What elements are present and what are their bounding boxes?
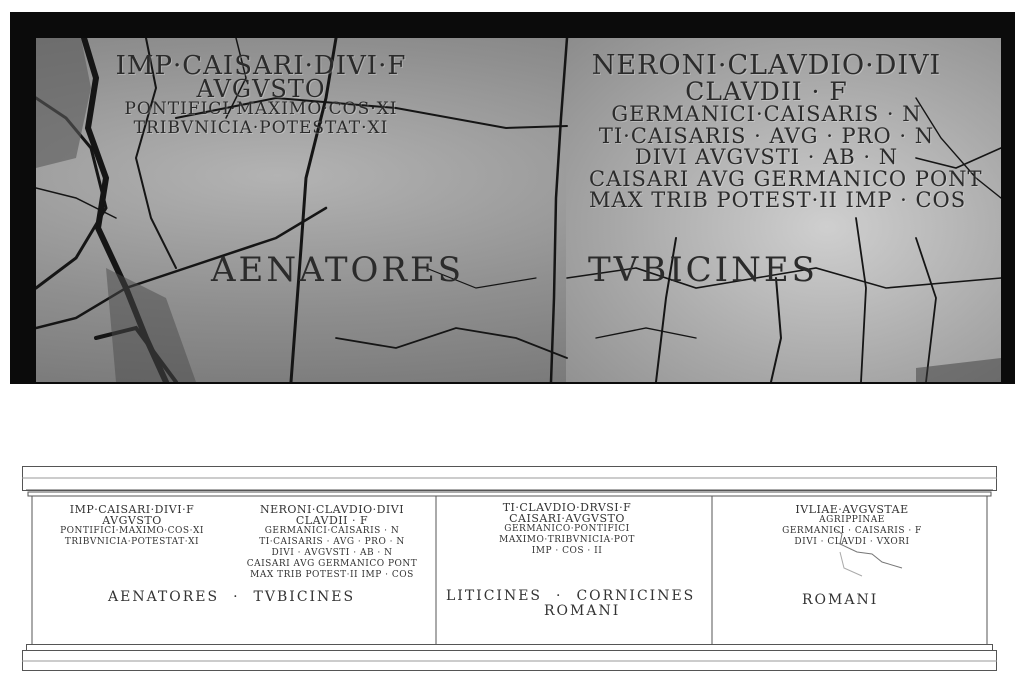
inscription-left [111,51,411,138]
panel2-cornicines: CORNICINES [576,588,696,604]
panel1-inscription-left [42,504,222,548]
panel1-right-line: GERMANICI·CAISARIS · N [264,526,400,536]
panel2-line: IMP · COS · II [531,546,603,556]
inscription-right-line: DIVI AVGVSTI · AB · N [634,145,899,169]
panel1-right-line: CAISARI AVG GERMANICO PONT [246,559,418,569]
panel1-left-line: TRIBVNICIA·POTESTAT·XI [64,537,200,547]
panel1-left-line: IMP·CAISARI·DIVI·F [69,503,195,516]
panel2-liticines: LITICINES [446,588,542,604]
panel1-right-line: MAX TRIB POTEST·II IMP · COS [250,570,414,580]
inscription-right-line: GERMANICI·CAISARIS · N [611,102,922,126]
panel1-left-line: PONTIFICI·MAXIMO·COS·XI [60,526,204,536]
panel1-right-line: DIVI · AVGVSTI · AB · N [271,548,393,558]
panel1-aenatores: AENATORES [108,589,220,605]
panel2-line: CAISARI·AVGVSTO [509,512,625,525]
inscription-left-line: TRIBVNICIA·POTESTAT·XI [133,118,389,138]
panel1-right-line: CLAVDII · F [295,514,369,527]
panel1-separator: · [233,589,240,605]
panel3-romani: ROMANI [802,592,879,608]
panel3-line: IVLIAE·AVGVSTAE [795,503,909,516]
panel1-bottom-line [108,589,355,605]
panel2-line: MAXIMO·TRIBVNICIA·POT [499,535,635,545]
inscription-right-line: NERONI·CLAVDIO·DIVI [591,50,942,81]
panel3-line: GERMANICI · CAISARIS · F [782,526,922,536]
stone-slab [36,38,1001,382]
panel3-line: AGRIPPINAE [819,515,885,525]
panel2-separator: · [556,588,563,604]
panel1-right-line: TI·CAISARIS · AVG · PRO · N [259,537,405,547]
inscription-right-line: CAISARI AVG GERMANICO PONT [589,166,983,191]
inscription-right-line: TI·CAISARIS · AVG · PRO · N [598,123,935,148]
inscription-right-line: MAX TRIB POTEST·II IMP · COS [589,188,967,212]
panel1-right-line: NERONI·CLAVDIO·DIVI [259,503,405,516]
inscription-left-line: AVGVSTO [196,75,326,103]
inscription-right-line: CLAVDII · F [685,77,848,106]
panel2-bottom-line [446,588,695,604]
inscription-tvbicines: TVBICINES [588,250,818,290]
panel3-line: DIVI · CLAVDI · VXORI [794,537,910,547]
panel1-inscription-right [237,504,427,581]
reconstruction-drawing [22,466,997,672]
panel2-inscription [472,502,662,557]
inscription-left-line: IMP·CAISARI·DIVI·F [115,51,407,81]
panel2-line: GERMANICO·PONTIFICI [504,524,630,534]
panel3-inscription [757,504,947,548]
panel2-line: TI·CLAVDIO·DRVSI·F [502,501,632,514]
panel2-romani: ROMANI [544,603,621,619]
panel1-left-line: AVGVSTO [102,514,162,527]
stone-photograph [10,12,1015,384]
panel1-tvbicines: TVBICINES [253,589,356,605]
drawing-frame [22,466,997,672]
inscription-aenatores: AENATORES [211,250,465,290]
inscription-left-line: PONTIFICI·MAXIMO·COS·XI [124,99,398,119]
inscription-right [589,50,983,212]
